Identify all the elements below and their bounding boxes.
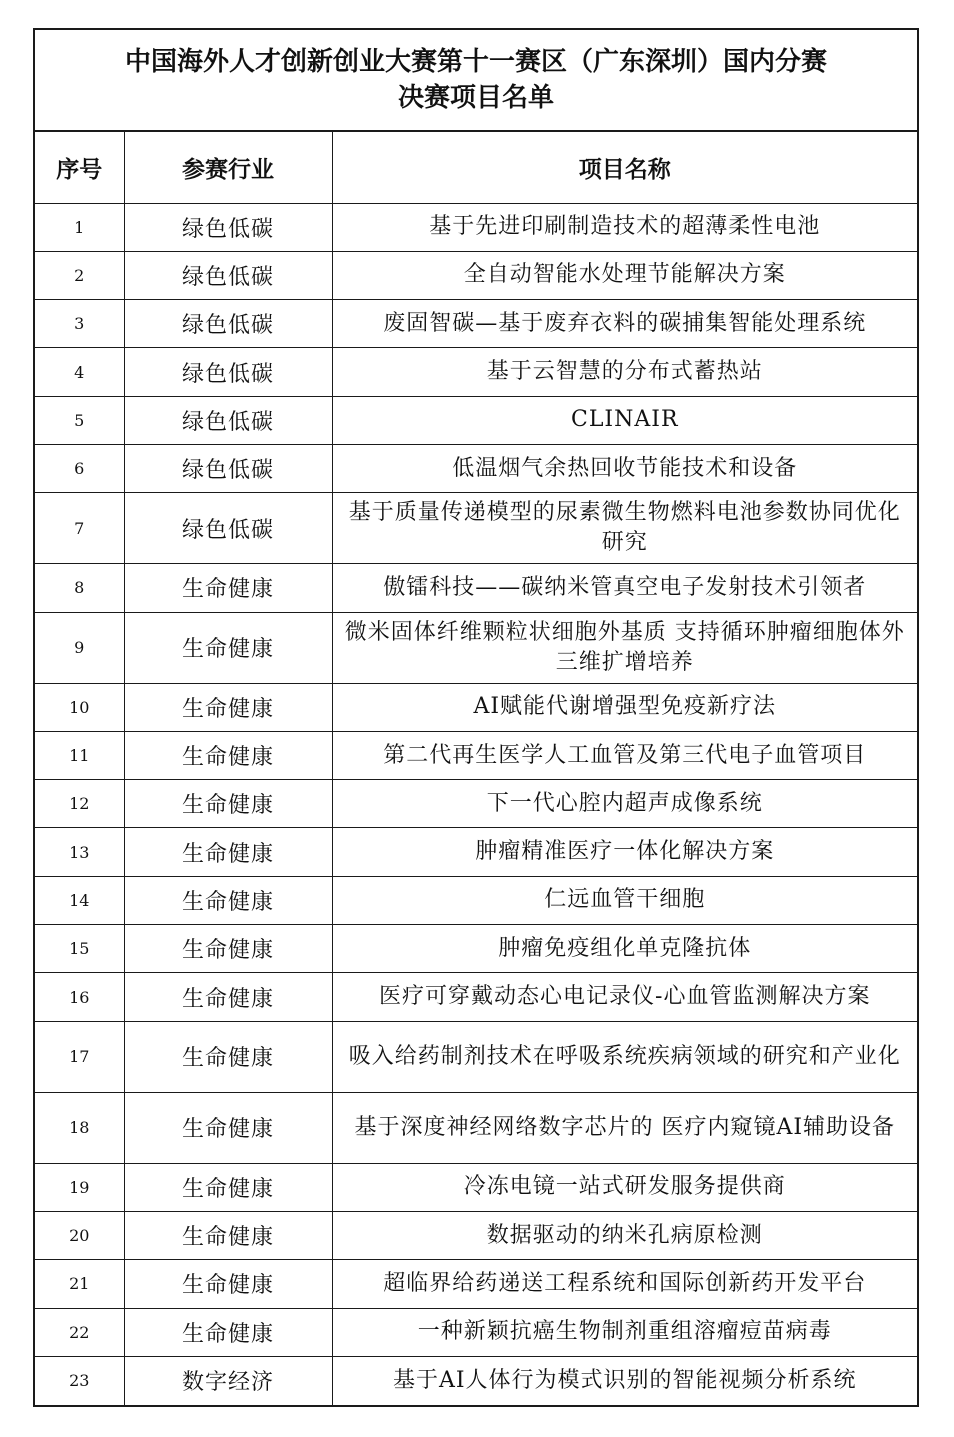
row-industry-cell: 生命健康 — [124, 1211, 332, 1259]
table-row — [35, 828, 917, 876]
row-industry-cell: 绿色低碳 — [124, 251, 332, 299]
row-industry-cell: 绿色低碳 — [124, 493, 332, 564]
row-industry-cell: 生命健康 — [124, 612, 332, 683]
header-industry: 参赛行业 — [124, 132, 332, 203]
table-row — [35, 251, 917, 299]
row-industry-cell: 生命健康 — [124, 683, 332, 731]
row-index-cell: 14 — [35, 876, 124, 924]
table-row — [35, 925, 917, 973]
table-row — [35, 300, 917, 348]
row-index-cell: 18 — [35, 1092, 124, 1163]
row-index-cell: 9 — [35, 612, 124, 683]
row-index-cell: 19 — [35, 1163, 124, 1211]
row-index-cell: 4 — [35, 348, 124, 396]
row-index-cell: 21 — [35, 1260, 124, 1308]
row-project-cell: 低温烟气余热回收节能技术和设备 — [332, 444, 917, 492]
table-row — [35, 1211, 917, 1259]
row-index-cell: 8 — [35, 564, 124, 612]
row-industry-cell: 生命健康 — [124, 973, 332, 1021]
row-index-cell: 17 — [35, 1021, 124, 1092]
table-row — [35, 396, 917, 444]
row-project-cell: 傲镭科技——碳纳米管真空电子发射技术引领者 — [332, 564, 917, 612]
row-project-cell: 第二代再生医学人工血管及第三代电子血管项目 — [332, 731, 917, 779]
table-row — [35, 731, 917, 779]
row-industry-cell: 生命健康 — [124, 1163, 332, 1211]
table-row — [35, 683, 917, 731]
project-list-sheet — [33, 28, 919, 1407]
header-index: 序号 — [35, 132, 124, 203]
row-project-cell: 基于AI人体行为模式识别的智能视频分析系统 — [332, 1356, 917, 1404]
row-project-cell: 医疗可穿戴动态心电记录仪-心血管监测解决方案 — [332, 973, 917, 1021]
row-index-cell: 23 — [35, 1356, 124, 1404]
row-industry-cell: 绿色低碳 — [124, 396, 332, 444]
table-row — [35, 612, 917, 683]
row-project-cell: 下一代心腔内超声成像系统 — [332, 780, 917, 828]
table-row — [35, 203, 917, 251]
table-row — [35, 1308, 917, 1356]
document-title — [35, 30, 917, 132]
row-project-cell: 肿瘤免疫组化单克隆抗体 — [332, 925, 917, 973]
row-index-cell: 22 — [35, 1308, 124, 1356]
table-row — [35, 780, 917, 828]
row-project-cell: 基于质量传递模型的尿素微生物燃料电池参数协同优化研究 — [332, 493, 917, 564]
row-industry-cell: 生命健康 — [124, 780, 332, 828]
row-index-cell: 13 — [35, 828, 124, 876]
row-index-cell: 10 — [35, 683, 124, 731]
row-index-cell: 15 — [35, 925, 124, 973]
row-project-cell: 微米固体纤维颗粒状细胞外基质 支持循环肿瘤细胞体外三维扩增培养 — [332, 612, 917, 683]
row-project-cell: 一种新颖抗癌生物制剂重组溶瘤痘苗病毒 — [332, 1308, 917, 1356]
row-index-cell: 1 — [35, 203, 124, 251]
row-project-cell: 冷冻电镜一站式研发服务提供商 — [332, 1163, 917, 1211]
row-index-cell: 2 — [35, 251, 124, 299]
row-index-cell: 3 — [35, 300, 124, 348]
row-industry-cell: 生命健康 — [124, 828, 332, 876]
row-industry-cell: 绿色低碳 — [124, 444, 332, 492]
row-project-cell: 基于深度神经网络数字芯片的 医疗内窥镜AI辅助设备 — [332, 1092, 917, 1163]
row-industry-cell: 生命健康 — [124, 876, 332, 924]
project-table — [35, 132, 917, 1405]
table-row — [35, 444, 917, 492]
row-index-cell: 11 — [35, 731, 124, 779]
row-industry-cell: 生命健康 — [124, 1308, 332, 1356]
table-header-row — [35, 132, 917, 203]
row-industry-cell: 生命健康 — [124, 1092, 332, 1163]
row-project-cell: AI赋能代谢增强型免疫新疗法 — [332, 683, 917, 731]
row-industry-cell: 生命健康 — [124, 925, 332, 973]
table-row — [35, 348, 917, 396]
row-project-cell: 吸入给药制剂技术在呼吸系统疾病领域的研究和产业化 — [332, 1021, 917, 1092]
row-index-cell: 20 — [35, 1211, 124, 1259]
row-project-cell: 超临界给药递送工程系统和国际创新药开发平台 — [332, 1260, 917, 1308]
table-row — [35, 493, 917, 564]
table-row — [35, 973, 917, 1021]
row-project-cell: 基于云智慧的分布式蓄热站 — [332, 348, 917, 396]
row-industry-cell: 绿色低碳 — [124, 203, 332, 251]
table-row — [35, 1260, 917, 1308]
table-row — [35, 1356, 917, 1404]
table-row — [35, 1163, 917, 1211]
row-industry-cell: 数字经济 — [124, 1356, 332, 1404]
row-industry-cell: 生命健康 — [124, 1021, 332, 1092]
row-industry-cell: 绿色低碳 — [124, 300, 332, 348]
row-project-cell: 废固智碳—基于废弃衣料的碳捕集智能处理系统 — [332, 300, 917, 348]
header-project: 项目名称 — [332, 132, 917, 203]
table-row — [35, 1021, 917, 1092]
row-index-cell: 5 — [35, 396, 124, 444]
row-index-cell: 12 — [35, 780, 124, 828]
row-index-cell: 16 — [35, 973, 124, 1021]
row-project-cell: 仁远血管干细胞 — [332, 876, 917, 924]
row-project-cell: CLINAIR — [332, 396, 917, 444]
row-industry-cell: 生命健康 — [124, 1260, 332, 1308]
row-project-cell: 数据驱动的纳米孔病原检测 — [332, 1211, 917, 1259]
title-line-2: 决赛项目名单 — [397, 83, 554, 113]
table-row — [35, 564, 917, 612]
row-project-cell: 肿瘤精准医疗一体化解决方案 — [332, 828, 917, 876]
title-line-1: 中国海外人才创新创业大赛第十一赛区（广东深圳）国内分赛 — [124, 47, 827, 77]
row-industry-cell: 绿色低碳 — [124, 348, 332, 396]
row-project-cell: 基于先进印刷制造技术的超薄柔性电池 — [332, 203, 917, 251]
table-row — [35, 1092, 917, 1163]
row-index-cell: 6 — [35, 444, 124, 492]
table-row — [35, 876, 917, 924]
row-index-cell: 7 — [35, 493, 124, 564]
row-project-cell: 全自动智能水处理节能解决方案 — [332, 251, 917, 299]
row-industry-cell: 生命健康 — [124, 731, 332, 779]
row-industry-cell: 生命健康 — [124, 564, 332, 612]
